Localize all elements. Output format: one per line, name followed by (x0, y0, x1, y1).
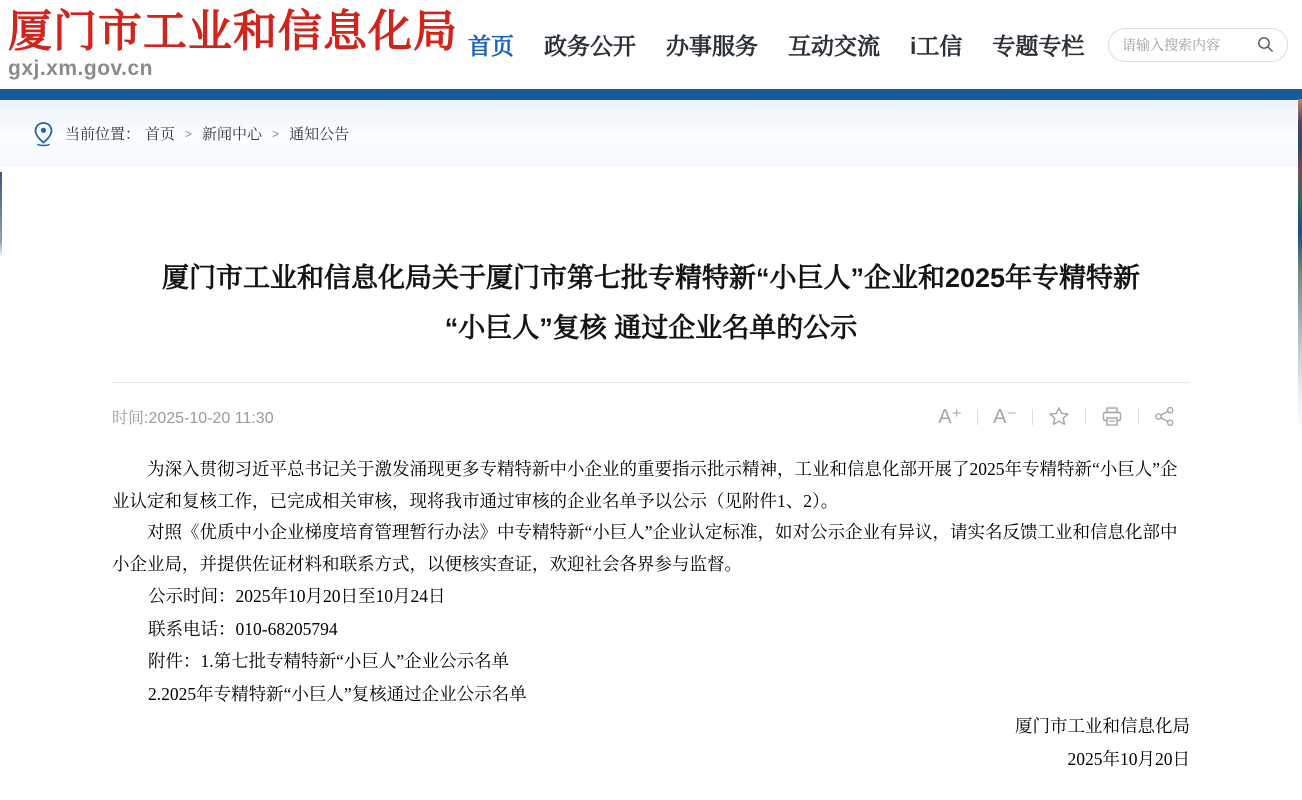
article-body (112, 454, 1190, 775)
header-divider-bar (0, 89, 1302, 100)
breadcrumb-item-notices[interactable]: 通知公告 (289, 126, 350, 143)
breadcrumb-item-news-center[interactable]: 新闻中心 (202, 126, 263, 143)
article-title-line1: 厦门市工业和信息化局关于厦门市第七批专精特新“小巨人”企业和2025年专精特新 (161, 263, 1141, 293)
article-meta-bar (112, 382, 1190, 438)
nav-item-special-topics[interactable]: 专题专栏 (992, 33, 1085, 59)
location-pin-icon (33, 121, 54, 147)
publish-time: 时间:2025-10-20 11:30 (112, 410, 274, 427)
background-image-left-edge (0, 172, 2, 258)
font-decrease-button[interactable]: A⁻ (993, 405, 1017, 428)
nav-item-interaction[interactable]: 互动交流 (788, 33, 880, 59)
article-paragraph: 对照《优质中小企业梯度培育管理暂行办法》中专精特新“小巨人”企业认定标准，如对公示企业有异议，请实名反馈工业和信息化部中小企业局，并提供佐证材料和联系方式，以便核实查证，欢迎社会各界参与监督。 (112, 522, 1178, 574)
nav-item-i-gongxin[interactable]: i工信 (910, 33, 963, 59)
background-image-right-edge (1298, 99, 1302, 434)
site-logo[interactable] (8, 8, 460, 81)
article-paragraph: 为深入贯彻习近平总书记关于激发涌现更多专精特新中小企业的重要指示批示精神，工业和信息化部开展了2025年专精特新“小巨人”企业认定和复核工作，已完成相关审核，现将我市通过审核的企业名单予以公示（见附件1、2）。 (112, 459, 1178, 511)
nav-item-services[interactable]: 办事服务 (666, 33, 758, 59)
signature-agency: 厦门市工业和信息化局 (1015, 716, 1190, 736)
attachment-1-link[interactable]: 附件：1.第七批专精特新“小巨人”企业公示名单 (148, 651, 510, 671)
site-logo-title: 厦门市工业和信息化局 (8, 7, 458, 57)
signature-date: 2025年10月20日 (1067, 748, 1190, 769)
site-logo-domain: gxj.xm.gov.cn (8, 56, 153, 80)
main-nav (468, 28, 1084, 61)
article-toolbar (923, 406, 1190, 427)
share-icon[interactable] (1139, 406, 1190, 427)
contact-phone-line: 联系电话：010-68205794 (148, 618, 338, 639)
print-icon[interactable] (1086, 406, 1138, 427)
nav-item-gov-info[interactable]: 政务公开 (544, 33, 636, 59)
font-increase-button[interactable]: A⁺ (938, 405, 963, 428)
search-box (1108, 28, 1288, 62)
breadcrumb-item-home[interactable]: 首页 (145, 126, 176, 143)
nav-item-home[interactable]: 首页 (468, 33, 514, 59)
signature-block (112, 710, 1190, 775)
site-header (0, 0, 1302, 89)
article-title (112, 253, 1190, 353)
breadcrumb (0, 100, 1297, 167)
publicity-period-line: 公示时间：2025年10月20日至10月24日 (148, 586, 446, 606)
breadcrumb-separator: > (185, 126, 193, 141)
search-input[interactable] (1122, 37, 1257, 53)
favorite-star-icon[interactable] (1033, 406, 1085, 427)
breadcrumb-label: 当前位置： (65, 126, 141, 143)
search-icon[interactable] (1257, 36, 1274, 53)
article-title-line2: “小巨人”复核 通过企业名单的公示 (444, 313, 858, 343)
breadcrumb-separator: > (272, 126, 280, 141)
article-container (0, 253, 1302, 775)
attachment-2-link[interactable]: 2.2025年专精特新“小巨人”复核通过企业公示名单 (148, 683, 527, 704)
